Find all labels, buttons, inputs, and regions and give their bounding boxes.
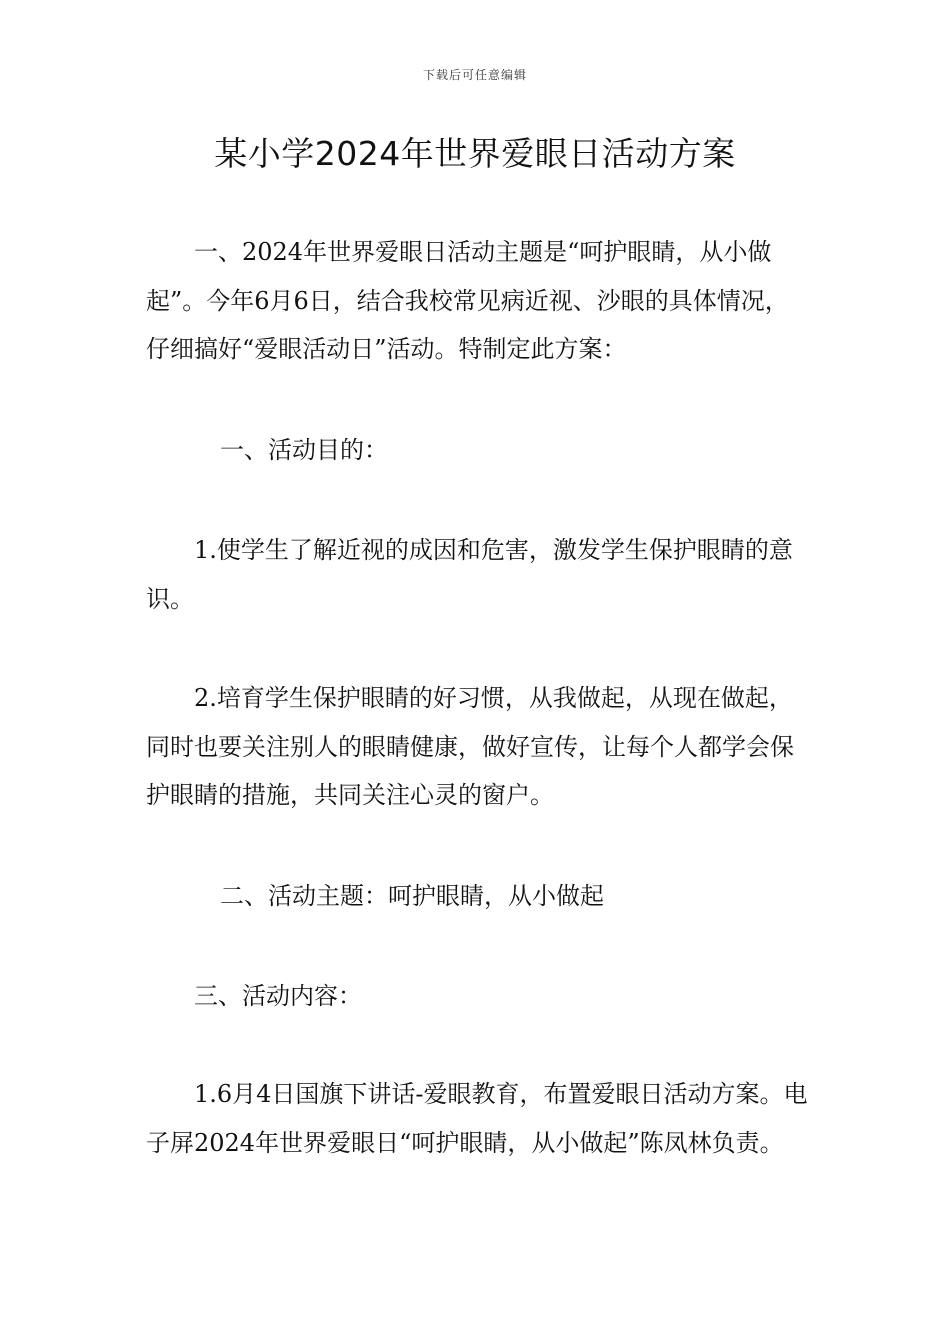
goal-item-1: 1.使学生了解近视的成因和危害，激发学生保护眼睛的意识。 [146,536,793,613]
section-heading-theme: 二、活动主题：呵护眼睛，从小做起 [220,882,604,910]
intro-paragraph: 一、2024年世界爱眼日活动主题是“呵护眼睛，从小做起”。今年6月6日，结合我校常见病近视、沙眼的具体情况，仔细搞好“爱眼活动日”活动。特制定此方案： [146,238,789,363]
header-note: 下载后可任意编辑 [422,68,527,82]
document-title: 某小学2024年世界爱眼日活动方案 [214,134,736,173]
section-heading-goals: 一、活动目的： [220,436,388,464]
content-item-1: 1.6月4日国旗下讲话-爱眼教育，布置爱眼日活动方案。电子屏2024年世界爱眼日“呵护眼睛，从小做起”陈凤林负责。 [146,1080,808,1157]
goal-item-2: 2.培育学生保护眼睛的好习惯，从我做起，从现在做起，同时也要关注别人的眼睛健康，做好宣传，让每个人都学会保护眼睛的措施，共同关注心灵的窗户。 [146,684,794,809]
section-heading-content: 三、活动内容： [194,982,362,1010]
